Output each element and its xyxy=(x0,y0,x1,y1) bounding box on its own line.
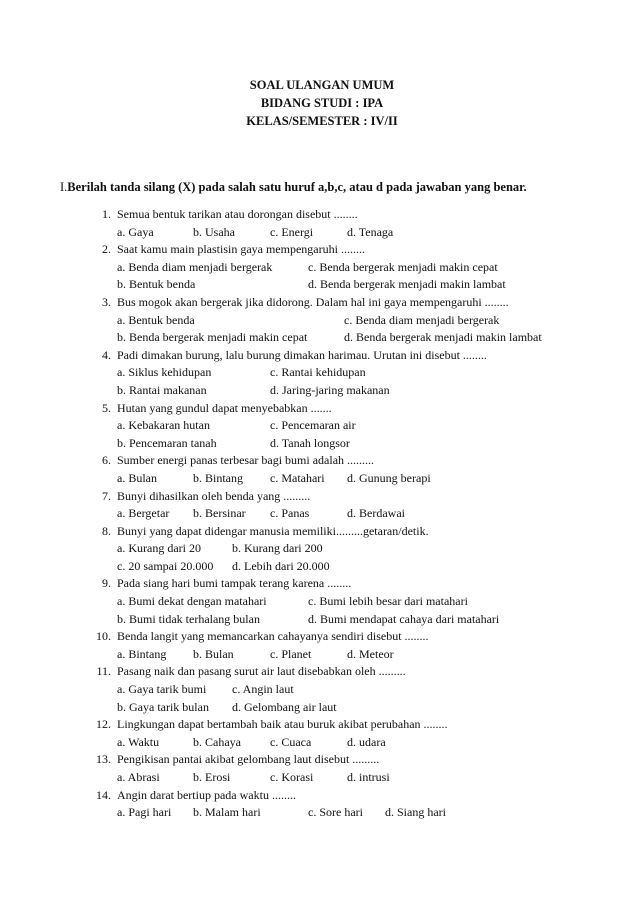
answer-option: d. Lebih dari 20.000 xyxy=(232,558,330,573)
question-item xyxy=(0,241,638,259)
option-row xyxy=(0,224,638,242)
question-number: 8. xyxy=(102,523,111,538)
option-row xyxy=(0,540,638,558)
answer-option: d. Jaring-jaring makanan xyxy=(270,382,390,397)
option-row xyxy=(0,593,638,611)
answer-option: c. Benda diam menjadi bergerak xyxy=(344,312,500,327)
answer-option: d. Meteor xyxy=(347,646,394,661)
option-row xyxy=(0,259,638,277)
option-row xyxy=(0,769,638,787)
answer-option: c. Angin laut xyxy=(232,682,294,697)
question-number: 11. xyxy=(96,664,111,679)
answer-option: a. Kurang dari 20 xyxy=(117,541,201,556)
answer-option: d. Bumi mendapat cahaya dari matahari xyxy=(308,611,500,626)
answer-option: c. Panas xyxy=(270,506,310,521)
answer-option: a. Bumi dekat dengan matahari xyxy=(117,594,267,609)
option-row xyxy=(0,329,638,347)
option-row xyxy=(0,734,638,752)
question-number: 7. xyxy=(102,488,111,503)
option-row xyxy=(0,681,638,699)
answer-option: b. Bersinar xyxy=(193,506,246,521)
answer-option: c. 20 sampai 20.000 xyxy=(117,558,214,573)
answer-option: a. Waktu xyxy=(117,734,160,749)
question-item xyxy=(0,206,638,224)
question-number: 3. xyxy=(102,294,111,309)
exam-subject: BIDANG STUDI : IPA xyxy=(260,96,384,110)
option-row xyxy=(0,382,638,400)
question-text: Semua bentuk tarikan atau dorongan disebut ........ xyxy=(117,207,358,221)
option-row xyxy=(0,470,638,488)
question-number: 4. xyxy=(102,347,111,362)
question-item xyxy=(0,452,638,470)
answer-option: b. Bulan xyxy=(193,646,234,661)
question-text: Bunyi yang dapat didengar manusia memiliki.........getaran/detik. xyxy=(117,523,429,538)
question-text: Saat kamu main plastisin gaya mempengaruhi ........ xyxy=(117,242,365,257)
question-item xyxy=(0,488,638,506)
answer-option: d. Tanah longsor xyxy=(270,435,350,450)
question-text: Pada siang hari bumi tampak terang karena ........ xyxy=(117,576,352,591)
question-item xyxy=(0,294,638,312)
answer-option: a. Kebakaran hutan xyxy=(117,418,210,433)
answer-option: c. Cuaca xyxy=(270,734,312,749)
question-text: Bus mogok akan bergerak jika didorong. Dalam hal ini gaya mempengaruhi ........ xyxy=(117,294,509,309)
question-text: Pengikisan pantai akibat gelombang laut disebut ......... xyxy=(117,752,380,767)
answer-option: d. Benda bergerak menjadi makin lambat xyxy=(308,277,506,292)
answer-option: b. Malam hari xyxy=(193,805,261,820)
answer-option: d. Siang hari xyxy=(385,805,446,820)
answer-option: a. Bulan xyxy=(117,470,157,485)
question-number: 2. xyxy=(102,242,111,257)
option-row xyxy=(0,611,638,629)
question-text: Bunyi dihasilkan oleh benda yang ......... xyxy=(117,488,311,503)
answer-option: b. Rantai makanan xyxy=(117,382,207,397)
answer-option: c. Sore hari xyxy=(308,805,363,820)
exam-title: SOAL ULANGAN UMUM xyxy=(249,78,395,92)
question-text: Benda langit yang memancarkan cahayanya sendiri disebut ........ xyxy=(117,629,429,644)
answer-option: b. Pencemaran tanah xyxy=(117,435,217,450)
answer-option: b. Kurang dari 200 xyxy=(232,541,323,556)
answer-option: b. Gaya tarik bulan xyxy=(117,699,209,714)
answer-option: a. Siklus kehidupan xyxy=(117,365,212,380)
question-text: Padi dimakan burung, lalu burung dimakan harimau. Urutan ini disebut ........ xyxy=(117,347,487,362)
answer-option: d. Gunung berapi xyxy=(347,470,431,485)
question-item xyxy=(0,716,638,734)
answer-option: a. Gaya tarik bumi xyxy=(117,682,207,697)
question-number: 6. xyxy=(102,453,111,468)
answer-option: b. Bintang xyxy=(193,470,243,485)
answer-option: d. Tenaga xyxy=(347,224,394,239)
question-item xyxy=(0,787,638,805)
option-row xyxy=(0,276,638,294)
instruction-text: Berilah tanda silang (X) pada salah satu huruf a,b,c, atau d pada jawaban yang benar. xyxy=(67,180,527,194)
answer-option: b. Bumi tidak terhalang bulan xyxy=(117,611,260,626)
answer-option: c. Energi xyxy=(270,224,314,239)
answer-option: a. Benda diam menjadi bergerak xyxy=(117,259,273,274)
question-number: 10. xyxy=(96,629,111,644)
option-row xyxy=(0,699,638,717)
answer-option: a. Bintang xyxy=(117,646,167,661)
question-text: Sumber energi panas terbesar bagi bumi adalah ......... xyxy=(117,453,375,468)
question-item xyxy=(0,575,638,593)
section-instruction xyxy=(60,180,527,195)
answer-option: b. Bentuk benda xyxy=(117,277,196,292)
option-row xyxy=(0,312,638,330)
question-item xyxy=(0,663,638,681)
answer-option: a. Bentuk benda xyxy=(117,312,195,327)
question-number: 12. xyxy=(96,717,111,732)
question-text: Hutan yang gundul dapat menyebabkan ....... xyxy=(117,400,332,415)
question-number: 14. xyxy=(96,787,111,802)
question-item xyxy=(0,751,638,769)
question-list xyxy=(0,206,638,822)
answer-option: d. Gelombang air laut xyxy=(232,699,337,714)
option-row xyxy=(0,558,638,576)
answer-option: c. Planet xyxy=(270,646,312,661)
answer-option: b. Erosi xyxy=(193,770,231,784)
question-number: 13. xyxy=(96,752,111,767)
question-text: Angin darat bertiup pada waktu ........ xyxy=(117,787,296,802)
question-text: Pasang naik dan pasang surut air laut disebabkan oleh ......... xyxy=(117,664,406,679)
answer-option: a. Abrasi xyxy=(117,770,160,784)
answer-option: c. Bumi lebih besar dari matahari xyxy=(308,594,468,609)
answer-option: a. Gaya xyxy=(117,224,154,239)
answer-option: c. Benda bergerak menjadi makin cepat xyxy=(308,259,498,274)
answer-option: d. intrusi xyxy=(347,770,390,784)
answer-option: c. Matahari xyxy=(270,470,325,485)
option-row xyxy=(0,435,638,453)
exam-class: KELAS/SEMESTER : IV/II xyxy=(246,114,398,128)
section-number: I. xyxy=(60,180,68,194)
option-row xyxy=(0,505,638,523)
question-number: 1. xyxy=(102,207,111,221)
answer-option: d. Berdawai xyxy=(347,506,405,521)
question-item xyxy=(0,628,638,646)
option-row xyxy=(0,364,638,382)
answer-option: c. Rantai kehidupan xyxy=(270,365,366,380)
answer-option: b. Usaha xyxy=(193,224,235,239)
option-row xyxy=(0,804,638,822)
option-row xyxy=(0,646,638,664)
answer-option: b. Cahaya xyxy=(193,734,241,749)
question-item xyxy=(0,523,638,541)
question-number: 5. xyxy=(102,400,111,415)
question-text: Lingkungan dapat bertambah baik atau buruk akibat perubahan ........ xyxy=(117,717,448,732)
answer-option: c. Korasi xyxy=(270,770,314,784)
question-item xyxy=(0,347,638,365)
answer-option: a. Bergetar xyxy=(117,506,170,521)
answer-option: d. Benda bergerak menjadi makin lambat xyxy=(344,330,542,345)
answer-option: b. Benda bergerak menjadi makin cepat xyxy=(117,330,308,345)
answer-option: d. udara xyxy=(347,734,386,749)
answer-option: c. Pencemaran air xyxy=(270,418,356,433)
question-number: 9. xyxy=(102,576,111,591)
question-item xyxy=(0,400,638,418)
exam-header xyxy=(0,76,638,130)
answer-option: a. Pagi hari xyxy=(117,805,172,820)
option-row xyxy=(0,417,638,435)
